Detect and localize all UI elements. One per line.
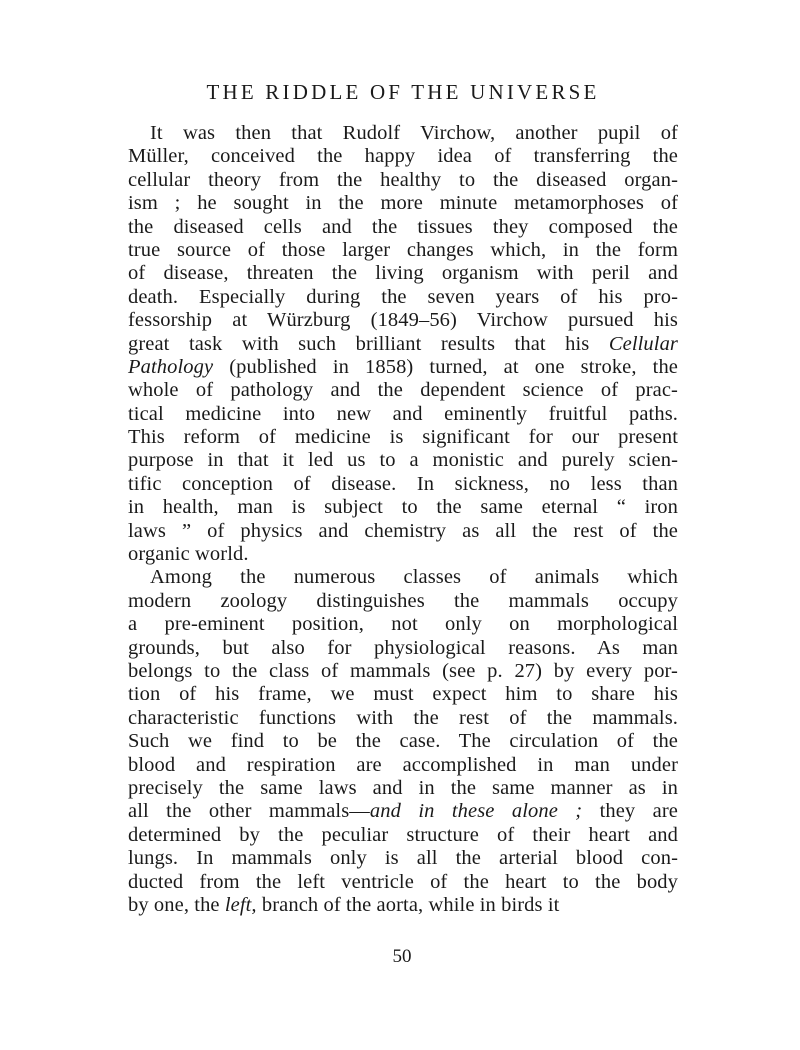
text-line: belongs to the class of mammals (see p. 27) by every por- (128, 659, 678, 682)
text-line: great task with such brilliant results that his Cellular (128, 332, 678, 355)
italic-text: Cellular (608, 332, 678, 355)
text-line: fessorship at Würzburg (1849–56) Virchow pursued his (128, 309, 678, 332)
text-line: the diseased cells and the tissues they composed the (128, 215, 678, 238)
text-line: Such we find to be the case. The circulation of the (128, 730, 678, 753)
text-line: tical medicine into new and eminently fruitful paths. (128, 402, 678, 425)
text-line: This reform of medicine is significant for our present (128, 426, 678, 449)
text-line: by one, the left, branch of the aorta, while in birds it (128, 893, 560, 916)
text-line: blood and respiration are accomplished in man under (128, 753, 678, 776)
text-line: purpose in that it led us to a monistic and purely scien- (128, 449, 678, 472)
text-line: lungs. In mammals only is all the arterial blood con- (128, 847, 678, 870)
text-line: Müller, conceived the happy idea of transferring the (128, 145, 678, 168)
text-line: cellular theory from the healthy to the diseased organ- (128, 168, 678, 191)
running-head: THE RIDDLE OF THE UNIVERSE (206, 80, 600, 104)
text-line: whole of pathology and the dependent science of prac- (128, 379, 678, 402)
text-line: death. Especially during the seven years of his pro- (128, 285, 678, 308)
text-line: Pathology (published in 1858) turned, at one stroke, the (128, 355, 678, 378)
text-line: organic world. (128, 543, 249, 566)
text-line: ducted from the left ventricle of the heart to the body (128, 870, 678, 893)
text-line: in health, man is subject to the same eternal “ iron (128, 496, 678, 519)
text-line: grounds, but also for physiological reasons. As man (128, 636, 678, 659)
text-line: precisely the same laws and in the same manner as in (128, 776, 678, 799)
italic-text: left, (224, 893, 257, 916)
text-line: tific conception of disease. In sickness, no less than (128, 472, 678, 495)
text-line: true source of those larger changes which, in the form (128, 238, 678, 261)
italic-text: Pathology (128, 355, 214, 378)
italic-text: and in these alone ; (369, 800, 583, 823)
text-line: determined by the peculiar structure of their heart and (128, 823, 678, 846)
text-line: all the other mammals—and in these alone ; they are (128, 800, 678, 823)
paragraph (128, 566, 678, 917)
text-line: of disease, threaten the living organism with peril and (128, 262, 678, 285)
body-text (128, 122, 678, 917)
text-line: ism ; he sought in the more minute metamorphoses of (128, 192, 678, 215)
text-line: modern zoology distinguishes the mammals occupy (128, 589, 678, 612)
text-line: tion of his frame, we must expect him to share his (128, 683, 678, 706)
text-line: Among the numerous classes of animals which (150, 566, 678, 589)
text-line: laws ” of physics and chemistry as all the rest of the (128, 519, 678, 542)
text-line: characteristic functions with the rest of the mammals. (128, 706, 678, 729)
paragraph (128, 122, 678, 566)
text-line: It was then that Rudolf Virchow, another pupil of (150, 122, 678, 144)
page-number: 50 (392, 946, 412, 967)
text-line: a pre-eminent position, not only on morphological (128, 613, 678, 636)
